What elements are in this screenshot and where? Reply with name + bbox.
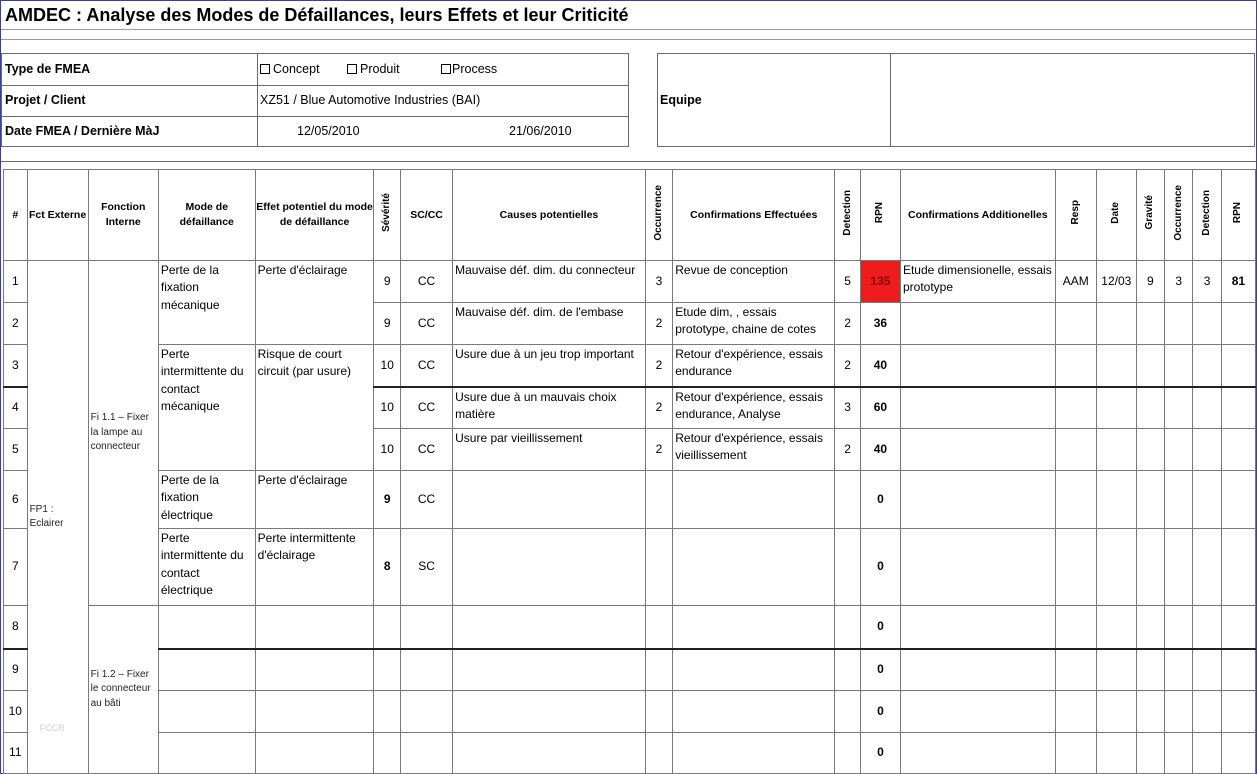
gravite-cell[interactable] <box>1136 649 1164 691</box>
row-number: 6 <box>4 471 28 529</box>
detection2-cell[interactable] <box>1193 303 1221 345</box>
col-conf-add: Confirmations Additionelles <box>900 170 1055 261</box>
detection-cell[interactable] <box>835 606 861 649</box>
gravite-cell[interactable] <box>1136 471 1164 529</box>
effet-cell[interactable] <box>255 691 374 733</box>
effet-cell[interactable] <box>255 733 374 774</box>
col-occurrence2: Occurrence <box>1164 170 1192 261</box>
occurrence2-cell[interactable] <box>1164 529 1192 606</box>
row-number: 1 <box>4 261 28 303</box>
table-header-row <box>4 170 1256 261</box>
row-number: 8 <box>4 606 28 649</box>
conf-add-cell[interactable] <box>900 691 1055 733</box>
col-resp: Resp <box>1055 170 1096 261</box>
gravite-cell[interactable] <box>1136 529 1164 606</box>
date-fmea[interactable]: 12/05/2010 <box>297 124 360 138</box>
fmea-type-label: Type de FMEA <box>5 62 91 76</box>
conf-add-cell[interactable] <box>900 733 1055 774</box>
table-row <box>4 529 1256 606</box>
rpn-cell[interactable]: 60 <box>860 387 900 429</box>
mode-cell[interactable] <box>158 649 255 691</box>
col-rpn: RPN <box>860 170 900 261</box>
rpn2-cell[interactable] <box>1221 606 1255 649</box>
rpn2-cell[interactable] <box>1221 387 1255 429</box>
severite-cell[interactable]: 9 <box>374 471 400 529</box>
occurrence-cell[interactable] <box>645 691 672 733</box>
rpn-cell[interactable]: 0 <box>860 733 900 774</box>
option-process[interactable]: Process <box>441 62 497 76</box>
col-confirmations: Confirmations Effectuées <box>673 170 835 261</box>
mode-cell[interactable] <box>158 606 255 649</box>
date-cell[interactable] <box>1096 649 1136 691</box>
table-row <box>4 733 1256 774</box>
sccc-cell[interactable]: CC <box>400 303 452 345</box>
severite-cell[interactable]: 8 <box>374 529 400 606</box>
occurrence2-cell[interactable] <box>1164 691 1192 733</box>
occurrence-cell[interactable] <box>645 529 672 606</box>
detection-cell[interactable]: 5 <box>835 261 861 303</box>
table-row <box>4 691 1256 733</box>
confirmation-cell[interactable] <box>673 691 835 733</box>
col-detection: Detection <box>835 170 861 261</box>
mode-cell[interactable]: Perte de la fixation mécanique <box>158 261 255 345</box>
detection-cell[interactable]: 3 <box>835 387 861 429</box>
table-row <box>4 345 1256 387</box>
rpn-cell[interactable]: 0 <box>860 529 900 606</box>
project-value[interactable]: XZ51 / Blue Automotive Industries (BAI) <box>260 93 481 107</box>
detection-cell[interactable] <box>835 529 861 606</box>
occurrence2-cell[interactable] <box>1164 606 1192 649</box>
mode-cell[interactable]: Perte intermittente du contact électrique <box>158 529 255 606</box>
col-gravite: Gravité <box>1136 170 1164 261</box>
detection-cell[interactable]: 2 <box>835 303 861 345</box>
rpn-cell[interactable]: 0 <box>860 471 900 529</box>
detection-cell[interactable] <box>835 733 861 774</box>
equipe-label: Equipe <box>660 93 702 107</box>
detection2-cell[interactable] <box>1193 387 1221 429</box>
severite-cell[interactable]: 9 <box>374 261 400 303</box>
rpn2-cell[interactable] <box>1221 429 1255 471</box>
gravite-cell[interactable] <box>1136 606 1164 649</box>
sccc-cell[interactable] <box>400 733 452 774</box>
divider <box>257 53 258 147</box>
rpn-cell[interactable]: 40 <box>860 345 900 387</box>
confirmation-cell[interactable] <box>673 529 835 606</box>
detection2-cell[interactable] <box>1193 345 1221 387</box>
date-cell[interactable] <box>1096 733 1136 774</box>
mode-cell[interactable]: Perte de la fixation électrique <box>158 471 255 529</box>
project-label: Projet / Client <box>5 93 86 107</box>
occurrence-cell[interactable] <box>645 733 672 774</box>
conf-add-cell[interactable] <box>900 429 1055 471</box>
sccc-cell[interactable]: CC <box>400 345 452 387</box>
row-number: 11 <box>4 733 28 774</box>
resp-cell[interactable] <box>1055 529 1096 606</box>
cause-cell[interactable] <box>453 471 646 529</box>
resp-cell[interactable] <box>1055 606 1096 649</box>
detection-cell[interactable] <box>835 649 861 691</box>
col-fct-externe: Fct Externe <box>27 170 88 261</box>
conf-add-cell[interactable] <box>900 303 1055 345</box>
col-severite: Sévérité <box>374 170 400 261</box>
gravite-cell[interactable] <box>1136 387 1164 429</box>
divider <box>1 29 1256 30</box>
gravite-cell[interactable]: 9 <box>1136 261 1164 303</box>
confirmation-cell[interactable]: Etude dim, , essais prototype, chaine de cotes <box>673 303 835 345</box>
cause-cell[interactable] <box>453 649 646 691</box>
confirmation-cell[interactable] <box>673 649 835 691</box>
sccc-cell[interactable] <box>400 606 452 649</box>
divider <box>890 53 891 147</box>
row-number: 9 <box>4 649 28 691</box>
gravite-cell[interactable] <box>1136 303 1164 345</box>
resp-cell[interactable] <box>1055 691 1096 733</box>
occurrence2-cell[interactable] <box>1164 429 1192 471</box>
table-row <box>4 649 1256 691</box>
occurrence-cell[interactable]: 2 <box>645 345 672 387</box>
sccc-cell[interactable]: CC <box>400 261 452 303</box>
resp-cell[interactable] <box>1055 345 1096 387</box>
date-label: Date FMEA / Dernière MàJ <box>5 124 160 138</box>
detection-cell[interactable] <box>835 471 861 529</box>
effet-cell[interactable]: Risque de court circuit (par usure) <box>255 345 374 471</box>
occurrence2-cell[interactable]: 3 <box>1164 261 1192 303</box>
confirmation-cell[interactable] <box>673 733 835 774</box>
faded-label: FCCR <box>39 722 65 733</box>
cause-cell[interactable] <box>453 606 646 649</box>
detection2-cell[interactable] <box>1193 429 1221 471</box>
col-detection2: Detection <box>1193 170 1221 261</box>
cause-cell[interactable]: Usure due à un jeu trop important <box>453 345 646 387</box>
occurrence2-cell[interactable] <box>1164 649 1192 691</box>
option-produit[interactable]: Produit <box>347 62 400 76</box>
resp-cell[interactable] <box>1055 733 1096 774</box>
cause-cell[interactable] <box>453 733 646 774</box>
rpn-cell[interactable]: 0 <box>860 606 900 649</box>
checkbox-icon[interactable] <box>260 64 270 74</box>
resp-cell[interactable] <box>1055 303 1096 345</box>
checkbox-icon[interactable] <box>441 64 451 74</box>
cause-cell[interactable] <box>453 529 646 606</box>
effet-cell[interactable] <box>255 606 374 649</box>
occurrence2-cell[interactable] <box>1164 387 1192 429</box>
detection2-cell[interactable] <box>1193 471 1221 529</box>
rpn-cell[interactable]: 135 <box>860 261 900 303</box>
detection2-cell[interactable] <box>1193 733 1221 774</box>
date-cell[interactable] <box>1096 691 1136 733</box>
cause-cell[interactable]: Mauvaise déf. dim. du connecteur <box>453 261 646 303</box>
severite-cell[interactable]: 10 <box>374 429 400 471</box>
occurrence2-cell[interactable] <box>1164 471 1192 529</box>
confirmation-cell[interactable]: Retour d'expérience, essais endurance, Analyse <box>673 387 835 429</box>
effet-cell[interactable]: Perte d'éclairage <box>255 261 374 345</box>
severite-cell[interactable]: 9 <box>374 303 400 345</box>
occurrence-cell[interactable] <box>645 649 672 691</box>
date-cell[interactable] <box>1096 471 1136 529</box>
rpn-cell[interactable]: 40 <box>860 429 900 471</box>
row-number: 10 <box>4 691 28 733</box>
date-cell[interactable] <box>1096 303 1136 345</box>
divider <box>1 39 1256 40</box>
sccc-cell[interactable] <box>400 649 452 691</box>
mode-cell[interactable] <box>158 691 255 733</box>
page-title: AMDEC : Analyse des Modes de Défaillances, leurs Effets et leur Criticité <box>5 5 629 25</box>
row-number: 7 <box>4 529 28 606</box>
mode-cell[interactable] <box>158 733 255 774</box>
fct-externe-cell[interactable] <box>27 261 88 774</box>
rpn-cell[interactable]: 0 <box>860 691 900 733</box>
confirmation-cell[interactable]: Revue de conception <box>673 261 835 303</box>
resp-cell[interactable] <box>1055 471 1096 529</box>
resp-cell[interactable] <box>1055 429 1096 471</box>
severite-cell[interactable]: 10 <box>374 387 400 429</box>
resp-cell[interactable] <box>1055 649 1096 691</box>
occurrence-cell[interactable]: 2 <box>645 429 672 471</box>
fonction-interne-cell[interactable]: Fi 1.2 – Fixer le connecteur au bâti <box>88 606 158 774</box>
resp-cell[interactable] <box>1055 387 1096 429</box>
amdec-table <box>3 169 1256 774</box>
rpn-cell[interactable]: 0 <box>860 649 900 691</box>
occurrence2-cell[interactable] <box>1164 733 1192 774</box>
equipe-box <box>657 53 1255 147</box>
detection2-cell[interactable] <box>1193 606 1221 649</box>
gravite-cell[interactable] <box>1136 691 1164 733</box>
detection2-cell[interactable] <box>1193 691 1221 733</box>
cause-cell[interactable]: Usure due à un mauvais choix matière <box>453 387 646 429</box>
conf-add-cell[interactable] <box>900 471 1055 529</box>
row-number: 4 <box>4 387 28 429</box>
cause-cell[interactable] <box>453 691 646 733</box>
date-cell[interactable] <box>1096 429 1136 471</box>
detection-cell[interactable]: 2 <box>835 345 861 387</box>
mode-cell[interactable]: Perte intermittente du contact mécanique <box>158 345 255 471</box>
occurrence-cell[interactable]: 2 <box>645 303 672 345</box>
rpn2-cell[interactable] <box>1221 691 1255 733</box>
divider <box>1 85 629 86</box>
sccc-cell[interactable]: CC <box>400 429 452 471</box>
occurrence2-cell[interactable] <box>1164 303 1192 345</box>
sccc-cell[interactable] <box>400 691 452 733</box>
gravite-cell[interactable] <box>1136 733 1164 774</box>
row-number: 5 <box>4 429 28 471</box>
conf-add-cell[interactable] <box>900 649 1055 691</box>
effet-cell[interactable]: Perte d'éclairage <box>255 471 374 529</box>
confirmation-cell[interactable] <box>673 606 835 649</box>
cause-cell[interactable]: Mauvaise déf. dim. de l'embase <box>453 303 646 345</box>
cause-cell[interactable]: Usure par vieillissement <box>453 429 646 471</box>
col-causes: Causes potentielles <box>453 170 646 261</box>
fonction-interne-cell[interactable]: Fi 1.1 – Fixer la lampe au connecteur <box>88 261 158 606</box>
date-cell[interactable] <box>1096 606 1136 649</box>
date-cell[interactable] <box>1096 529 1136 606</box>
conf-add-cell[interactable] <box>900 345 1055 387</box>
col-date: Date <box>1096 170 1136 261</box>
occurrence2-cell[interactable] <box>1164 345 1192 387</box>
detection2-cell[interactable] <box>1193 529 1221 606</box>
effet-cell[interactable] <box>255 649 374 691</box>
date-cell[interactable] <box>1096 345 1136 387</box>
divider <box>1 116 629 117</box>
col-effet: Effet potentiel du mode de défaillance <box>255 170 374 261</box>
divider <box>1 161 1256 162</box>
fct-externe-text: FP1 : Eclairer <box>29 503 64 529</box>
option-concept[interactable]: Concept <box>260 62 320 76</box>
severite-cell[interactable]: 10 <box>374 345 400 387</box>
date-cell[interactable]: 12/03 <box>1096 261 1136 303</box>
col-rpn2: RPN <box>1221 170 1255 261</box>
sccc-cell[interactable]: CC <box>400 471 452 529</box>
date-cell[interactable] <box>1096 387 1136 429</box>
gravite-cell[interactable] <box>1136 429 1164 471</box>
row-number: 3 <box>4 345 28 387</box>
occurrence-cell[interactable]: 3 <box>645 261 672 303</box>
gravite-cell[interactable] <box>1136 345 1164 387</box>
conf-add-cell[interactable] <box>900 387 1055 429</box>
rpn2-cell[interactable] <box>1221 649 1255 691</box>
sccc-cell[interactable]: CC <box>400 387 452 429</box>
rpn2-cell[interactable] <box>1221 345 1255 387</box>
detection2-cell[interactable]: 3 <box>1193 261 1221 303</box>
resp-cell[interactable]: AAM <box>1055 261 1096 303</box>
confirmation-cell[interactable] <box>673 471 835 529</box>
detection-cell[interactable] <box>835 691 861 733</box>
col-occurrence: Occurrence <box>645 170 672 261</box>
rpn-cell[interactable]: 36 <box>860 303 900 345</box>
row-number: 2 <box>4 303 28 345</box>
date-update[interactable]: 21/06/2010 <box>509 124 572 138</box>
table-row <box>4 606 1256 649</box>
occurrence-cell[interactable]: 2 <box>645 387 672 429</box>
rpn2-cell[interactable] <box>1221 733 1255 774</box>
severite-cell[interactable] <box>374 733 400 774</box>
col-sccc: SC/CC <box>400 170 452 261</box>
confirmation-cell[interactable]: Retour d'expérience, essais vieillissement <box>673 429 835 471</box>
col-mode: Mode de défaillance <box>158 170 255 261</box>
conf-add-cell[interactable]: Etude dimensionelle, essais prototype <box>900 261 1055 303</box>
rpn2-cell[interactable]: 81 <box>1221 261 1255 303</box>
checkbox-icon[interactable] <box>347 64 357 74</box>
confirmation-cell[interactable]: Retour d'expérience, essais endurance <box>673 345 835 387</box>
col-num: # <box>4 170 28 261</box>
table-row <box>4 471 1256 529</box>
detection2-cell[interactable] <box>1193 649 1221 691</box>
conf-add-cell[interactable] <box>900 529 1055 606</box>
rpn2-cell[interactable] <box>1221 529 1255 606</box>
col-fonction-interne: Fonction Interne <box>88 170 158 261</box>
occurrence-cell[interactable] <box>645 471 672 529</box>
rpn2-cell[interactable] <box>1221 303 1255 345</box>
table-row <box>4 261 1256 303</box>
occurrence-cell[interactable] <box>645 606 672 649</box>
effet-cell[interactable]: Perte intermittente d'éclairage <box>255 529 374 606</box>
conf-add-cell[interactable] <box>900 606 1055 649</box>
detection-cell[interactable]: 2 <box>835 429 861 471</box>
severite-cell[interactable] <box>374 691 400 733</box>
severite-cell[interactable] <box>374 606 400 649</box>
rpn2-cell[interactable] <box>1221 471 1255 529</box>
sccc-cell[interactable]: SC <box>400 529 452 606</box>
severite-cell[interactable] <box>374 649 400 691</box>
